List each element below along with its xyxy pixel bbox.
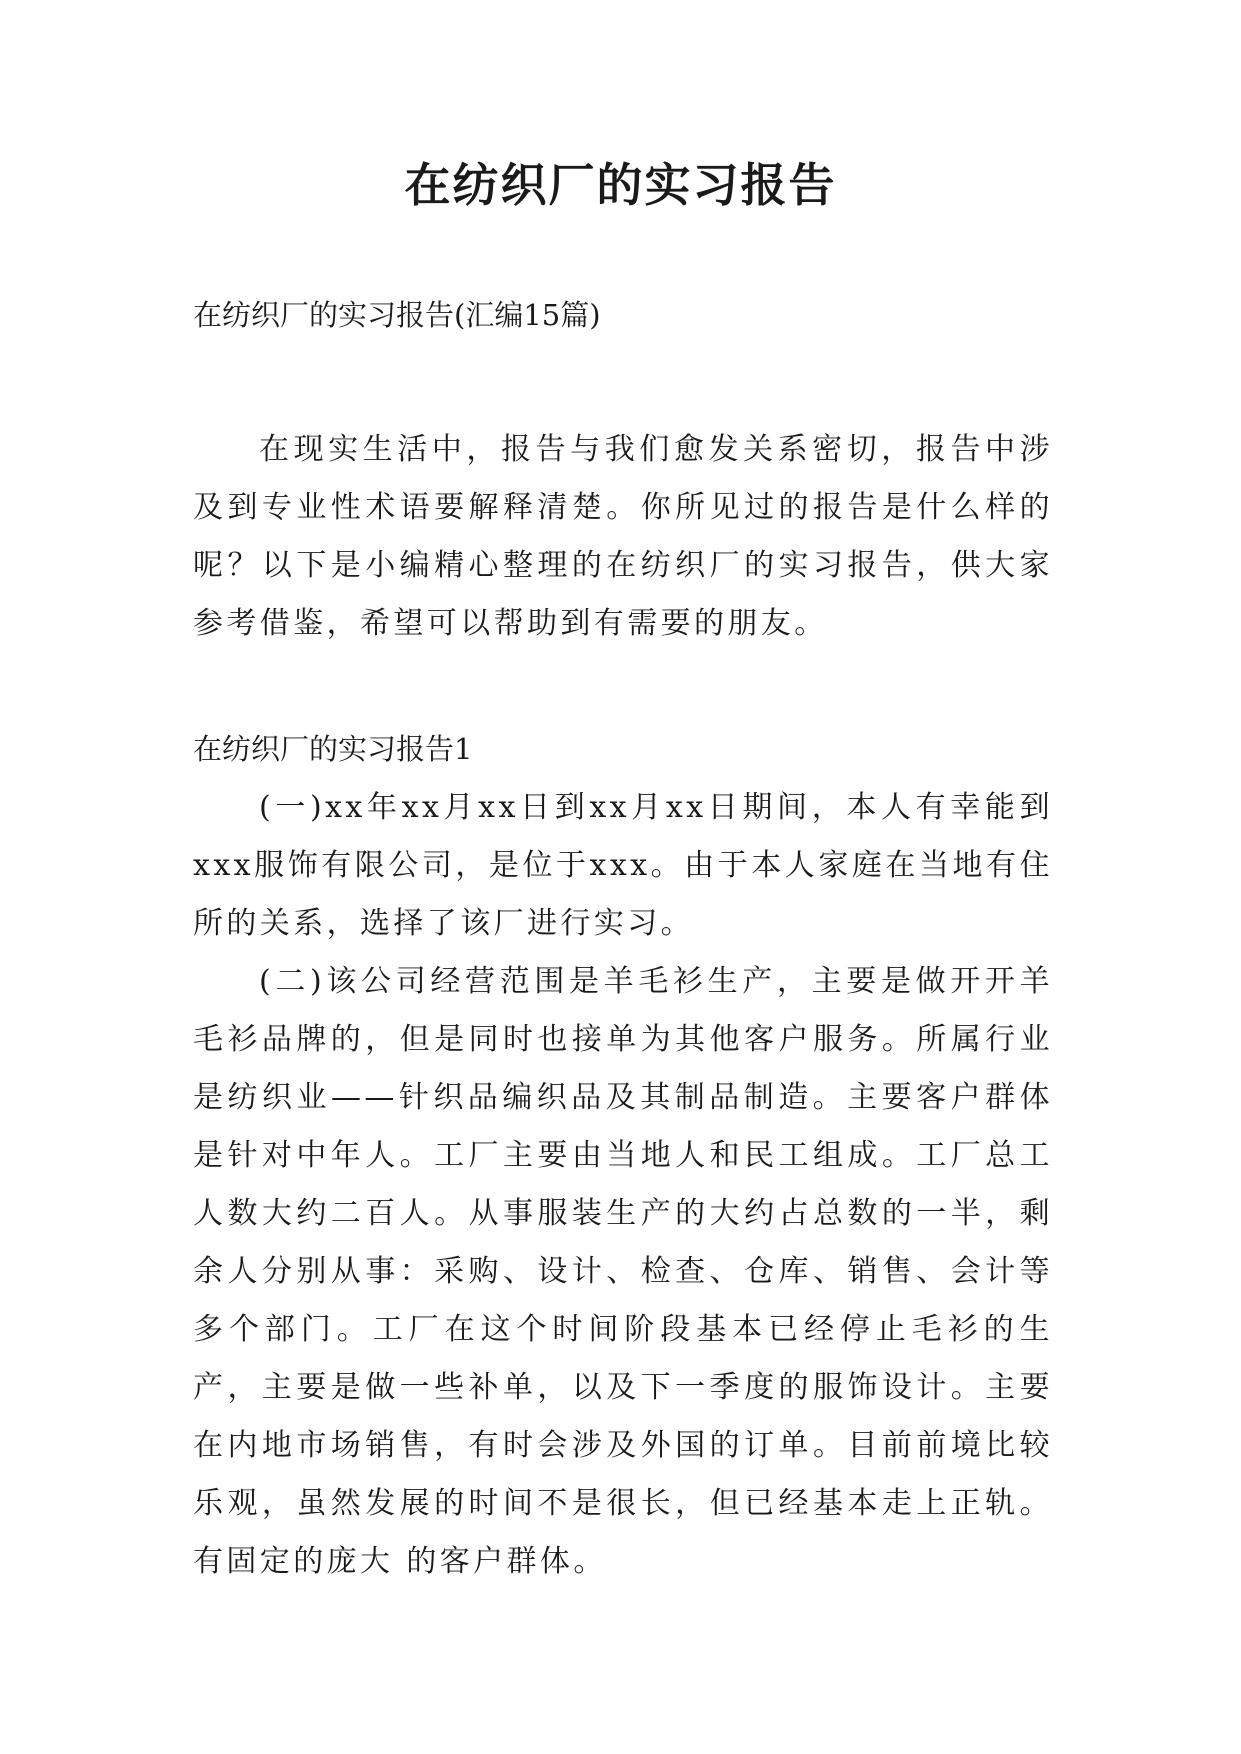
document-subtitle: 在纺织厂的实习报告(汇编15篇) <box>193 298 601 332</box>
section-paragraph-2: (二)该公司经营范围是羊毛衫生产，主要是做开开羊毛衫品牌的，但是同时也接单为其他客户服务。所属行业是纺织业——针织品编织品及其制品制造。主要客户群体是针对中年人。工厂主要由当地人和民工组成。工厂总工人数大约二百人。从事服装生产的大约占总数的一半，剩余人分别从事：采购、设计、检查、仓库、销售、会计等多个部门。工厂在这个时间阶段基本已经停止毛衫的生产，主要是做一些补单，以及下一季度的服饰设计。主要在内地市场销售，有时会涉及外国的订单。目前前境比较乐观，虽然发展的时间不是很长，但已经基本走上正轨。有固定的庞大 的客户群体。 <box>193 964 1053 1579</box>
section-heading: 在纺织厂的实习报告1 <box>193 732 473 766</box>
document-title: 在纺织厂的实习报告 <box>404 158 837 212</box>
section-paragraph-1: (一)xx年xx月xx日到xx月xx日期间，本人有幸能到xxx服饰有限公司，是位于xxx。由于本人家庭在当地有住所的关系，选择了该厂进行实习。 <box>193 790 1053 941</box>
intro-paragraph: 在现实生活中，报告与我们愈发关系密切，报告中涉及到专业性术语要解释清楚。你所见过的报告是什么样的呢？以下是小编精心整理的在纺织厂的实习报告，供大家参考借鉴，希望可以帮助到有需要的朋友。 <box>193 432 1053 641</box>
document-body <box>193 295 1053 1591</box>
